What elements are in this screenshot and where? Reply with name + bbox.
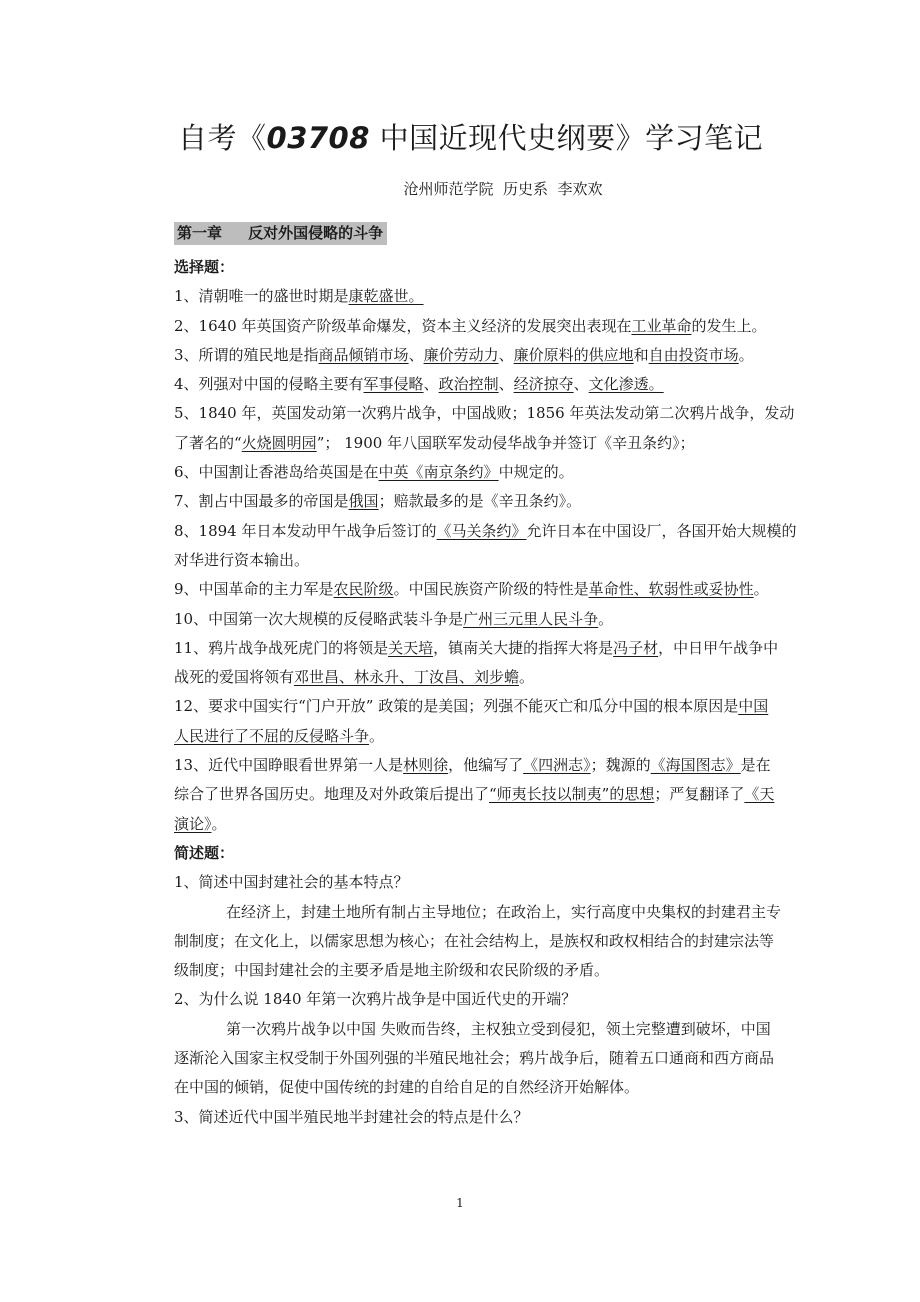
note-line: 9、中国革命的主力军是农民阶级。中国民族资产阶级的特性是革命性、软弱性或妥协性。 <box>174 580 769 599</box>
answer-underline: 文化渗透。 <box>588 375 664 394</box>
note-line: 5、1840 年，英国发动第一次鸦片战争，中国战败；1856 年英法发动第二次鸦片战争，发动 <box>174 404 795 423</box>
page-title <box>178 116 818 157</box>
notes-body <box>174 253 836 1132</box>
answer-underline: 林则徐 <box>403 756 449 775</box>
note-line: 11、鸦片战争战死虎门的将领是关天培，镇南关大捷的指挥大将是冯子材，中日甲午战争中 <box>174 638 779 657</box>
answer-underline: 廉价原料的供应地 <box>513 345 634 364</box>
answer-underline: 经济掠夺 <box>513 375 574 394</box>
answer-line: 逐渐沦入国家主权受制于外国列强的半殖民地社会；鸦片战争后，随着五口通商和西方商品 <box>174 1049 775 1068</box>
answer-underline: 人民进行了不屈的反侵略斗争 <box>174 726 370 745</box>
answer-line: 制制度；在文化上，以儒家思想为核心；在社会结构上，是族权和政权相结合的封建宗法等 <box>174 931 775 950</box>
note-line: 13、近代中国睁眼看世界第一人是林则徐，他编写了《四洲志》；魏源的《海国图志》是在 <box>174 756 771 775</box>
answer-underline: 演论》 <box>174 814 212 833</box>
chapter-heading: 第一章 反对外国侵略的斗争 <box>174 222 387 245</box>
question-line: 2、为什么说 1840 年第一次鸦片战争是中国近代史的开端？ <box>174 990 577 1009</box>
section-heading-choice: 选择题： <box>174 258 235 276</box>
answer-line: 在中国的倾销，促使中国传统的封建的自给自足的自然经济开始解体。 <box>174 1078 640 1097</box>
question-line: 1、简述中国封建社会的基本特点？ <box>174 873 409 892</box>
note-line: 8、1894 年日本发动甲午战争后签订的《马关条约》允许日本在中国设厂，各国开始大规模的 <box>174 521 797 540</box>
note-line: 战死的爱国将领有邓世昌、林永升、丁汝昌、刘步蟾。 <box>174 668 535 687</box>
author-line: 沧州师范学院 历史系 李欢欢 <box>403 180 603 198</box>
title-prefix: 自考《 <box>178 121 267 155</box>
page-number: 1 <box>456 1196 464 1210</box>
answer-underline: 工业革命 <box>631 316 692 335</box>
answer-underline: 广州三元里人民斗争 <box>463 609 599 628</box>
note-line: 了著名的“火烧圆明园”； 1900 年八国联军发动侵华战争并签订《辛丑条约》； <box>174 433 695 452</box>
note-line: 对华进行资本输出。 <box>174 550 310 569</box>
answer-underline: 俄国 <box>348 492 379 511</box>
answer-underline: 邓世昌、林永升、丁汝昌、刘步蟾 <box>294 668 520 687</box>
note-line: 3、所谓的殖民地是指商品倾销市场、廉价劳动力、廉价原料的供应地和自由投资市场。 <box>174 345 754 364</box>
note-line: 7、割占中国最多的帝国是俄国；赔款最多的是《辛丑条约》。 <box>174 492 582 511</box>
note-line: 1、清朝唯一的盛世时期是康乾盛世。 <box>174 287 424 306</box>
title-suffix: 中国近现代史纲要》学习笔记 <box>369 121 764 155</box>
section-heading-short-answer: 简述题： <box>174 843 235 862</box>
note-line: 4、列强对中国的侵略主要有军事侵略、政治控制、经济掠夺、文化渗透。 <box>174 375 664 394</box>
answer-underline: 中国 <box>738 697 769 716</box>
note-line: 综合了世界各国历史。地理及对外政策后提出了“师夷长技以制夷”的思想；严复翻译了《天 <box>174 785 775 804</box>
answer-underline: 农民阶级 <box>333 580 394 599</box>
note-line: 10、中国第一次大规模的反侵略武装斗争是广州三元里人民斗争。 <box>174 609 614 628</box>
answer-underline: 康乾盛世。 <box>348 287 424 306</box>
answer-underline: 军事侵略 <box>363 375 424 394</box>
note-line: 演论》。 <box>174 814 227 833</box>
note-line: 12、要求中国实行“门户开放” 政策的是美国；列强不能灭亡和瓜分中国的根本原因是中国 <box>174 697 769 716</box>
answer-line: 第一次鸦片战争以中国 失败而告终，主权独立受到侵犯，领土完整遭到破坏，中国 <box>226 1019 771 1038</box>
answer-underline: 冯子材 <box>613 638 659 657</box>
answer-underline: 关天培 <box>388 638 434 657</box>
answer-line: 在经济上，封建土地所有制占主导地位；在政治上，实行高度中央集权的封建君主专 <box>226 902 782 921</box>
answer-underline: 《海国图志》 <box>650 756 741 775</box>
answer-underline: 《天 <box>744 785 775 804</box>
answer-line: 级制度；中国封建社会的主要矛盾是地主阶级和农民阶级的矛盾。 <box>174 961 610 980</box>
course-code: 03708 <box>266 121 370 155</box>
answer-underline: 《马关条约》 <box>436 521 527 540</box>
answer-underline: “师夷长技以制夷”的思想 <box>489 785 655 804</box>
answer-underline: 商品倾销市场 <box>318 345 409 364</box>
answer-underline: 《四洲志》 <box>523 756 591 775</box>
answer-underline: 火烧圆明园 <box>241 433 317 452</box>
note-line: 人民进行了不屈的反侵略斗争。 <box>174 726 385 745</box>
note-line: 2、1640 年英国资产阶级革命爆发，资本主义经济的发展突出表现在工业革命的发生上。 <box>174 316 767 335</box>
question-line: 3、简述近代中国半殖民地半封建社会的特点是什么？ <box>174 1107 529 1126</box>
answer-underline: 革命性、软弱性或妥协性 <box>588 580 754 599</box>
answer-underline: 廉价劳动力 <box>423 345 499 364</box>
answer-underline: 自由投资市场 <box>648 345 739 364</box>
answer-underline: 政治控制 <box>438 375 499 394</box>
answer-underline: 中英《南京条约》 <box>378 463 499 482</box>
note-line: 6、中国割让香港岛给英国是在中英《南京条约》中规定的。 <box>174 463 574 482</box>
